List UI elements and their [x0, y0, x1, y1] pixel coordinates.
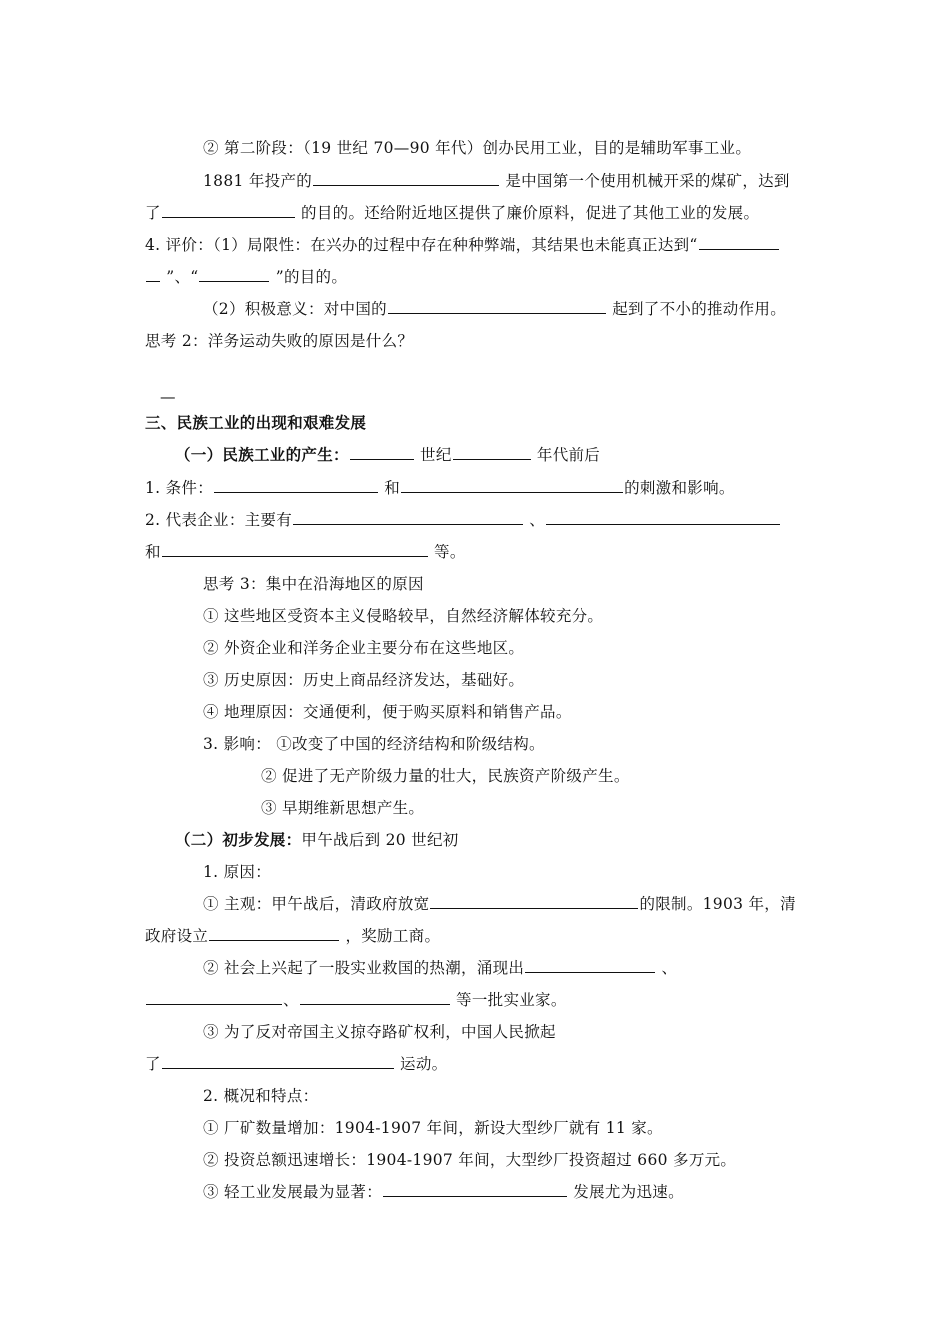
line-text: ① 主观：甲午战后，清政府放宽 — [203, 895, 430, 913]
line-text: 是中国第一个使用机械开采的煤矿，达到 — [505, 172, 790, 190]
line-text: 3. 影响： ①改变了中国的经济结构和阶级结构。 — [203, 735, 545, 753]
line-text: 世纪 — [420, 446, 452, 464]
text-line — [145, 989, 567, 1011]
fill-in-blank[interactable] — [383, 1181, 567, 1197]
line-text: 、 — [529, 511, 546, 529]
fill-in-blank[interactable] — [162, 1053, 394, 1069]
line-text: 了 — [145, 204, 161, 222]
fill-in-blank[interactable] — [525, 957, 655, 973]
line-text: ② 社会上兴起了一股实业救国的热潮，涌现出 — [203, 959, 525, 977]
fill-in-blank[interactable] — [209, 925, 339, 941]
line-text: 年代前后 — [536, 446, 601, 464]
line-text: 4. 评价：（1）局限性：在兴办的过程中存在种种弊端，其结果也未能真正达到“ — [145, 236, 698, 254]
text-line — [203, 298, 786, 320]
line-text: 发展尤为迅速。 — [573, 1183, 684, 1201]
fill-in-blank[interactable] — [350, 444, 414, 460]
text-line — [175, 444, 600, 466]
line-text: 思考 2：洋务运动失败的原因是什么？ — [145, 332, 414, 350]
text-line — [203, 1085, 318, 1107]
text-line — [175, 829, 459, 851]
text-line — [203, 957, 677, 979]
line-text: 1. 条件： — [145, 479, 214, 497]
text-line — [203, 605, 603, 627]
section-heading — [145, 412, 366, 434]
line-text: 思考 3：集中在沿海地区的原因 — [203, 575, 424, 593]
fill-in-blank[interactable] — [293, 509, 523, 525]
line-text: 等。 — [434, 543, 466, 561]
line-text: 1. 原因： — [203, 863, 272, 881]
line-text: 甲午战后到 20 世纪初 — [301, 831, 459, 849]
text-line — [203, 637, 524, 659]
text-line — [203, 137, 751, 159]
text-line — [145, 477, 735, 499]
line-text: 运动。 — [400, 1055, 448, 1073]
line-text: ① 这些地区受资本主义侵略较早，自然经济解体较充分。 — [203, 607, 604, 625]
fill-in-blank[interactable] — [146, 989, 282, 1005]
text-line — [203, 573, 424, 595]
line-text: 的目的。还给附近地区提供了廉价原料，促进了其他工业的发展。 — [301, 204, 760, 222]
text-line — [145, 234, 780, 256]
line-text: 起到了不小的推动作用。 — [612, 300, 787, 318]
line-text: ② 促进了无产阶级力量的壮大，民族资产阶级产生。 — [261, 767, 630, 785]
fill-in-blank[interactable] — [162, 541, 428, 557]
text-line — [261, 797, 424, 819]
text-line — [145, 202, 759, 224]
fill-in-blank[interactable] — [699, 234, 779, 250]
text-line — [203, 893, 796, 915]
fill-in-blank[interactable] — [430, 893, 638, 909]
fill-in-blank[interactable] — [313, 170, 499, 186]
text-line — [145, 541, 466, 563]
line-text: ④ 地理原因：交通便利，便于购买原料和销售产品。 — [203, 703, 572, 721]
fill-in-blank[interactable] — [388, 298, 606, 314]
text-line — [203, 733, 545, 755]
line-text: — — [160, 388, 176, 406]
text-line — [203, 1149, 736, 1171]
line-text: ③ 历史原因：历史上商品经济发达，基础好。 — [203, 671, 525, 689]
line-text: 了 — [145, 1055, 161, 1073]
fill-in-blank[interactable] — [453, 444, 531, 460]
line-text: ② 投资总额迅速增长：1904-1907 年间，大型纱厂投资超过 660 多万元。 — [203, 1151, 737, 1169]
text-line — [145, 1053, 447, 1075]
line-text: 2. 概况和特点： — [203, 1087, 319, 1105]
line-text: ③ 轻工业发展最为显著： — [203, 1183, 383, 1201]
text-line — [203, 669, 524, 691]
line-text: 三、民族工业的出现和艰难发展 — [145, 413, 367, 432]
line-text: 和 — [145, 543, 161, 561]
line-text: 1881 年投产的 — [203, 172, 313, 190]
text-line — [145, 925, 440, 947]
fill-in-blank[interactable] — [214, 477, 378, 493]
text-line — [160, 386, 176, 408]
fill-in-blank[interactable] — [546, 509, 780, 525]
line-text: 的刺激和影响。 — [624, 479, 735, 497]
line-text: （2）积极意义：对中国的 — [203, 300, 387, 318]
text-line — [145, 266, 347, 288]
line-text: ③ 为了反对帝国主义掠夺路矿权利，中国人民掀起 — [203, 1023, 556, 1041]
text-line — [203, 1181, 684, 1203]
line-text: ，奖励工商。 — [345, 927, 441, 945]
line-text: 、 — [283, 991, 299, 1009]
line-text: 、 — [661, 959, 678, 977]
fill-in-blank[interactable] — [401, 477, 623, 493]
line-text: 等一批实业家。 — [456, 991, 567, 1009]
text-line — [203, 170, 790, 192]
text-line — [203, 861, 271, 883]
line-text: ② 第二阶段：（19 世纪 70—90 年代）创办民用工业，目的是辅助军事工业。 — [203, 139, 752, 157]
line-text: ”、“ — [166, 268, 199, 286]
fill-in-blank[interactable] — [162, 202, 295, 218]
line-text: ③ 早期维新思想产生。 — [261, 799, 425, 817]
fill-in-blank[interactable] — [300, 989, 450, 1005]
line-text: 的限制。1903 年，清 — [639, 895, 796, 913]
line-text: 政府设立 — [145, 927, 209, 945]
line-text: 2. 代表企业：主要有 — [145, 511, 293, 529]
line-text: （一）民族工业的产生： — [175, 445, 349, 464]
text-line — [203, 1021, 556, 1043]
fill-in-blank[interactable] — [199, 266, 269, 282]
line-text: 和 — [384, 479, 401, 497]
line-text: ”的目的。 — [275, 268, 348, 286]
fill-in-blank[interactable] — [146, 266, 160, 282]
text-line — [261, 765, 630, 787]
line-text: ② 外资企业和洋务企业主要分布在这些地区。 — [203, 639, 525, 657]
line-text: ① 厂矿数量增加：1904-1907 年间，新设大型纱厂就有 11 家。 — [203, 1119, 663, 1137]
text-line — [203, 701, 572, 723]
text-line — [145, 509, 781, 531]
line-text: （二）初步发展： — [175, 830, 302, 849]
text-line — [203, 1117, 663, 1139]
text-line — [145, 330, 413, 352]
